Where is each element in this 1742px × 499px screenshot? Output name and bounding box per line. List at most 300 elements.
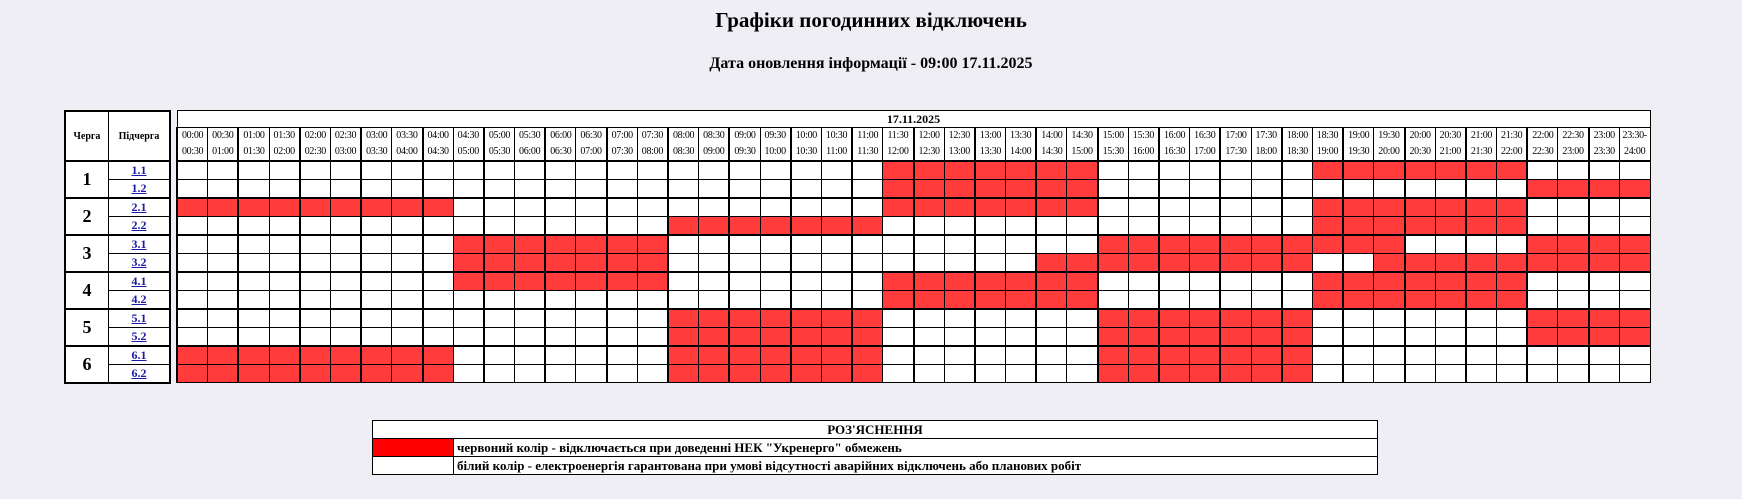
time-slot-header: 09:00 09:30 [729,128,760,162]
power-on-slot [1006,217,1037,236]
outage-slot [607,235,638,254]
outage-slot [1251,254,1282,273]
power-on-slot [330,217,361,236]
subqueue-schedule-row [177,217,1650,236]
outage-slot [1435,291,1466,310]
outage-slot [453,272,484,291]
power-on-slot [699,291,730,310]
power-on-slot [545,161,576,180]
power-on-slot [607,217,638,236]
outage-slot [1220,254,1251,273]
outage-slot [699,365,730,383]
outage-slot [1098,365,1129,383]
outage-slot [1589,235,1620,254]
subqueue-cell [109,309,171,328]
subqueue-link[interactable]: 4.2 [131,292,147,306]
power-on-slot [330,309,361,328]
subqueue-cell [109,198,171,217]
power-on-slot [515,198,546,217]
outage-slot [975,272,1006,291]
power-on-slot [975,328,1006,347]
power-on-slot [1006,346,1037,365]
outage-slot [1374,235,1405,254]
power-on-slot [361,328,392,347]
power-on-slot [821,180,852,199]
power-on-slot [1128,180,1159,199]
power-on-slot [607,346,638,365]
power-on-slot [208,272,239,291]
outage-slot [1466,291,1497,310]
power-on-slot [484,328,515,347]
power-on-slot [515,161,546,180]
power-on-slot [453,309,484,328]
outage-slot [453,254,484,273]
outage-slot [1527,180,1558,199]
power-on-slot [607,198,638,217]
legend-title: РОЗ'ЯСНЕННЯ [373,421,1378,439]
outage-slot [760,365,791,383]
outage-slot [1527,309,1558,328]
power-on-slot [545,365,576,383]
power-on-slot [1405,346,1436,365]
outage-slot [1619,180,1650,199]
subqueue-link[interactable]: 3.2 [131,255,147,269]
outage-slot [361,365,392,383]
outage-slot [1343,198,1374,217]
power-on-slot [944,309,975,328]
outage-slot [545,254,576,273]
power-on-slot [269,217,300,236]
power-on-slot [269,235,300,254]
outage-slot [944,161,975,180]
power-on-slot [668,272,699,291]
power-on-slot [361,272,392,291]
power-on-slot [177,180,208,199]
power-on-slot [484,291,515,310]
queue-number: 1 [65,161,109,198]
outage-slot [453,235,484,254]
power-on-slot [668,198,699,217]
power-on-slot [576,365,607,383]
outage-slot [852,346,883,365]
outage-slot [1497,161,1528,180]
power-on-slot [1497,328,1528,347]
power-on-slot [914,254,945,273]
power-on-slot [1282,161,1313,180]
time-slot-header: 02:30 03:00 [330,128,361,162]
power-on-slot [392,161,423,180]
outage-slot [238,346,269,365]
power-on-slot [515,291,546,310]
subqueue-schedule-row [177,161,1650,180]
power-on-slot [729,254,760,273]
power-on-slot [760,254,791,273]
power-on-slot [484,346,515,365]
outage-slot [1098,309,1129,328]
outage-slot [1527,254,1558,273]
power-on-slot [1558,217,1589,236]
power-on-slot [729,272,760,291]
power-on-slot [975,254,1006,273]
power-on-slot [1405,180,1436,199]
outage-slot [1098,254,1129,273]
outage-slot [914,198,945,217]
power-on-slot [1251,198,1282,217]
power-on-slot [1619,217,1650,236]
power-on-slot [423,309,454,328]
power-on-slot [1497,346,1528,365]
power-on-slot [238,291,269,310]
outage-slot [1497,272,1528,291]
time-slot-header: 07:00 07:30 [607,128,638,162]
subqueue-link[interactable]: 2.2 [131,218,147,232]
subqueue-link[interactable]: 6.1 [131,348,147,362]
power-on-slot [300,161,331,180]
outage-slot [852,365,883,383]
power-on-slot [300,254,331,273]
power-on-slot [699,235,730,254]
outage-slot [392,198,423,217]
outage-slot [1282,346,1313,365]
outage-slot [914,180,945,199]
power-on-slot [1435,328,1466,347]
outage-slot [944,180,975,199]
time-slot-header: 12:30 13:00 [944,128,975,162]
time-slot-header: 01:30 02:00 [269,128,300,162]
power-on-slot [1374,309,1405,328]
outage-slot [1251,309,1282,328]
subqueue-link[interactable]: 6.2 [131,366,147,380]
outage-slot [1374,291,1405,310]
power-on-slot [1343,309,1374,328]
outage-slot [1282,235,1313,254]
power-on-slot [484,365,515,383]
outage-slot [699,346,730,365]
power-on-slot [729,291,760,310]
schedule-grid [176,110,1651,383]
outage-slot [821,328,852,347]
power-on-slot [238,272,269,291]
power-on-slot [1067,217,1098,236]
outage-slot [1159,254,1190,273]
power-on-slot [1312,309,1343,328]
power-on-slot [607,328,638,347]
time-slot-header: 10:30 11:00 [821,128,852,162]
power-on-slot [1558,161,1589,180]
power-on-slot [1067,309,1098,328]
power-on-slot [1159,291,1190,310]
power-on-slot [1220,272,1251,291]
outage-slot [1497,291,1528,310]
power-on-slot [361,235,392,254]
outage-slot [883,291,914,310]
power-on-slot [576,291,607,310]
power-on-slot [1497,309,1528,328]
outage-slot [1159,365,1190,383]
time-slot-header: 22:30 23:00 [1558,128,1589,162]
outage-slot [177,198,208,217]
outage-slot [1036,198,1067,217]
power-on-slot [177,217,208,236]
power-on-slot [699,161,730,180]
outage-slot [914,161,945,180]
outage-slot [1435,161,1466,180]
outage-slot [1558,309,1589,328]
outage-slot [1374,198,1405,217]
subqueue-cell [109,291,171,310]
subqueue-link[interactable]: 3.1 [131,237,147,251]
power-on-slot [760,272,791,291]
power-on-slot [1589,346,1620,365]
outage-slot [1282,254,1313,273]
power-on-slot [484,161,515,180]
power-on-slot [914,309,945,328]
power-on-slot [515,217,546,236]
outage-slot [883,198,914,217]
outage-slot [914,272,945,291]
outage-slot [1190,254,1221,273]
outage-slot [1374,217,1405,236]
power-on-slot [1159,161,1190,180]
power-on-slot [1190,198,1221,217]
legend-description: білий колір - електроенергія гарантована при умові відсутності аварійних відключень або планових робіт [454,457,1378,475]
outage-slot [300,198,331,217]
outage-slot [1098,328,1129,347]
outage-slot [1312,235,1343,254]
outage-slot [699,309,730,328]
outage-slot [1282,309,1313,328]
outage-slot [576,272,607,291]
outage-slot [1589,254,1620,273]
power-on-slot [699,254,730,273]
power-on-slot [1282,217,1313,236]
power-on-slot [729,180,760,199]
subqueue-link[interactable]: 4.1 [131,274,147,288]
outage-slot [484,272,515,291]
outage-slot [1159,235,1190,254]
queue-table [64,110,171,384]
power-on-slot [699,272,730,291]
time-slot-header: 11:30 12:00 [883,128,914,162]
power-on-slot [1374,180,1405,199]
power-on-slot [1527,346,1558,365]
power-on-slot [1220,291,1251,310]
subqueue-link[interactable]: 1.1 [131,163,147,177]
power-on-slot [791,291,822,310]
outage-slot [1098,346,1129,365]
outage-slot [1159,309,1190,328]
power-on-slot [1312,254,1343,273]
power-on-slot [300,235,331,254]
queue-header: Черга [65,111,109,161]
power-on-slot [975,346,1006,365]
subqueue-link[interactable]: 1.2 [131,181,147,195]
power-on-slot [177,235,208,254]
power-on-slot [1374,328,1405,347]
power-on-slot [545,217,576,236]
time-slot-header: 18:00 18:30 [1282,128,1313,162]
subqueue-link[interactable]: 5.2 [131,329,147,343]
power-on-slot [177,272,208,291]
power-on-slot [453,291,484,310]
power-on-slot [668,235,699,254]
outage-slot [208,346,239,365]
power-on-slot [453,217,484,236]
power-on-slot [330,272,361,291]
power-on-slot [1159,180,1190,199]
time-slot-header: 14:00 14:30 [1036,128,1067,162]
outage-slot [361,198,392,217]
time-slot-header: 21:00 21:30 [1466,128,1497,162]
outage-slot [1466,198,1497,217]
queue-number: 5 [65,309,109,346]
outage-slot [1006,161,1037,180]
subqueue-schedule-row [177,254,1650,273]
power-on-slot [269,180,300,199]
outage-slot [975,161,1006,180]
outage-slot [1312,161,1343,180]
power-on-slot [1251,161,1282,180]
power-on-slot [300,309,331,328]
outage-slot [515,254,546,273]
power-on-slot [392,235,423,254]
power-on-slot [1435,365,1466,383]
power-on-slot [423,254,454,273]
power-on-slot [1466,235,1497,254]
time-slot-header: 21:30 22:00 [1497,128,1528,162]
power-on-slot [1405,365,1436,383]
power-on-slot [760,235,791,254]
power-on-slot [975,217,1006,236]
power-on-slot [392,291,423,310]
subqueue-link[interactable]: 5.1 [131,311,147,325]
outage-slot [1128,328,1159,347]
power-on-slot [1282,291,1313,310]
power-on-slot [1282,272,1313,291]
outage-slot [1527,328,1558,347]
power-on-slot [668,254,699,273]
power-on-slot [1343,328,1374,347]
outage-slot [1405,272,1436,291]
power-on-slot [791,198,822,217]
time-slot-header: 00:30 01:00 [208,128,239,162]
power-on-slot [1589,291,1620,310]
outage-slot [1190,309,1221,328]
power-on-slot [208,328,239,347]
outage-slot [1343,161,1374,180]
power-on-slot [300,180,331,199]
outage-slot [269,198,300,217]
outage-slot [1466,217,1497,236]
power-on-slot [361,161,392,180]
outage-slot [1128,254,1159,273]
power-on-slot [208,254,239,273]
outage-slot [423,346,454,365]
power-on-slot [1405,235,1436,254]
power-on-slot [1098,217,1129,236]
power-on-slot [1497,235,1528,254]
outage-slot [821,346,852,365]
power-on-slot [423,217,454,236]
power-on-slot [1220,198,1251,217]
time-slot-header: 23:30- 24:00 [1619,128,1650,162]
power-on-slot [1312,346,1343,365]
subqueue-cell [109,217,171,236]
power-on-slot [453,180,484,199]
outage-slot [1190,346,1221,365]
power-on-slot [1128,291,1159,310]
power-on-slot [1527,161,1558,180]
outage-slot [1466,161,1497,180]
power-on-slot [1619,272,1650,291]
power-on-slot [944,217,975,236]
power-on-slot [883,328,914,347]
power-on-slot [607,180,638,199]
power-on-slot [1405,309,1436,328]
power-on-slot [361,309,392,328]
power-on-slot [1251,291,1282,310]
outage-slot [883,272,914,291]
power-on-slot [1589,272,1620,291]
outage-slot [1312,272,1343,291]
outage-slot [1405,161,1436,180]
outage-slot [760,309,791,328]
power-on-slot [1036,309,1067,328]
power-on-slot [760,161,791,180]
power-on-slot [944,254,975,273]
power-on-slot [760,180,791,199]
time-slot-header: 22:00 22:30 [1527,128,1558,162]
outage-slot [1312,198,1343,217]
power-on-slot [361,254,392,273]
outage-slot [729,217,760,236]
power-on-slot [330,235,361,254]
power-on-slot [637,198,668,217]
power-on-slot [1098,180,1129,199]
subqueue-schedule-row [177,180,1650,199]
power-on-slot [423,235,454,254]
power-on-slot [330,328,361,347]
outage-slot [1527,235,1558,254]
power-on-slot [821,254,852,273]
power-on-slot [637,309,668,328]
power-on-slot [453,198,484,217]
subqueue-link[interactable]: 2.1 [131,200,147,214]
outage-slot [1435,198,1466,217]
power-on-slot [1558,198,1589,217]
outage-slot [1067,161,1098,180]
power-on-slot [883,346,914,365]
power-on-slot [576,328,607,347]
outage-slot [238,365,269,383]
power-on-slot [1067,346,1098,365]
subqueue-schedule-row [177,291,1650,310]
power-on-slot [515,346,546,365]
outage-slot [330,365,361,383]
outage-slot [1251,328,1282,347]
outage-slot [392,365,423,383]
outage-slot [1251,365,1282,383]
power-on-slot [545,180,576,199]
outage-slot [1220,346,1251,365]
outage-slot [1006,198,1037,217]
power-on-slot [1435,346,1466,365]
outage-slot [1036,254,1067,273]
outage-slot [1435,254,1466,273]
power-on-slot [1466,328,1497,347]
power-on-slot [607,291,638,310]
time-slot-header: 06:30 07:00 [576,128,607,162]
